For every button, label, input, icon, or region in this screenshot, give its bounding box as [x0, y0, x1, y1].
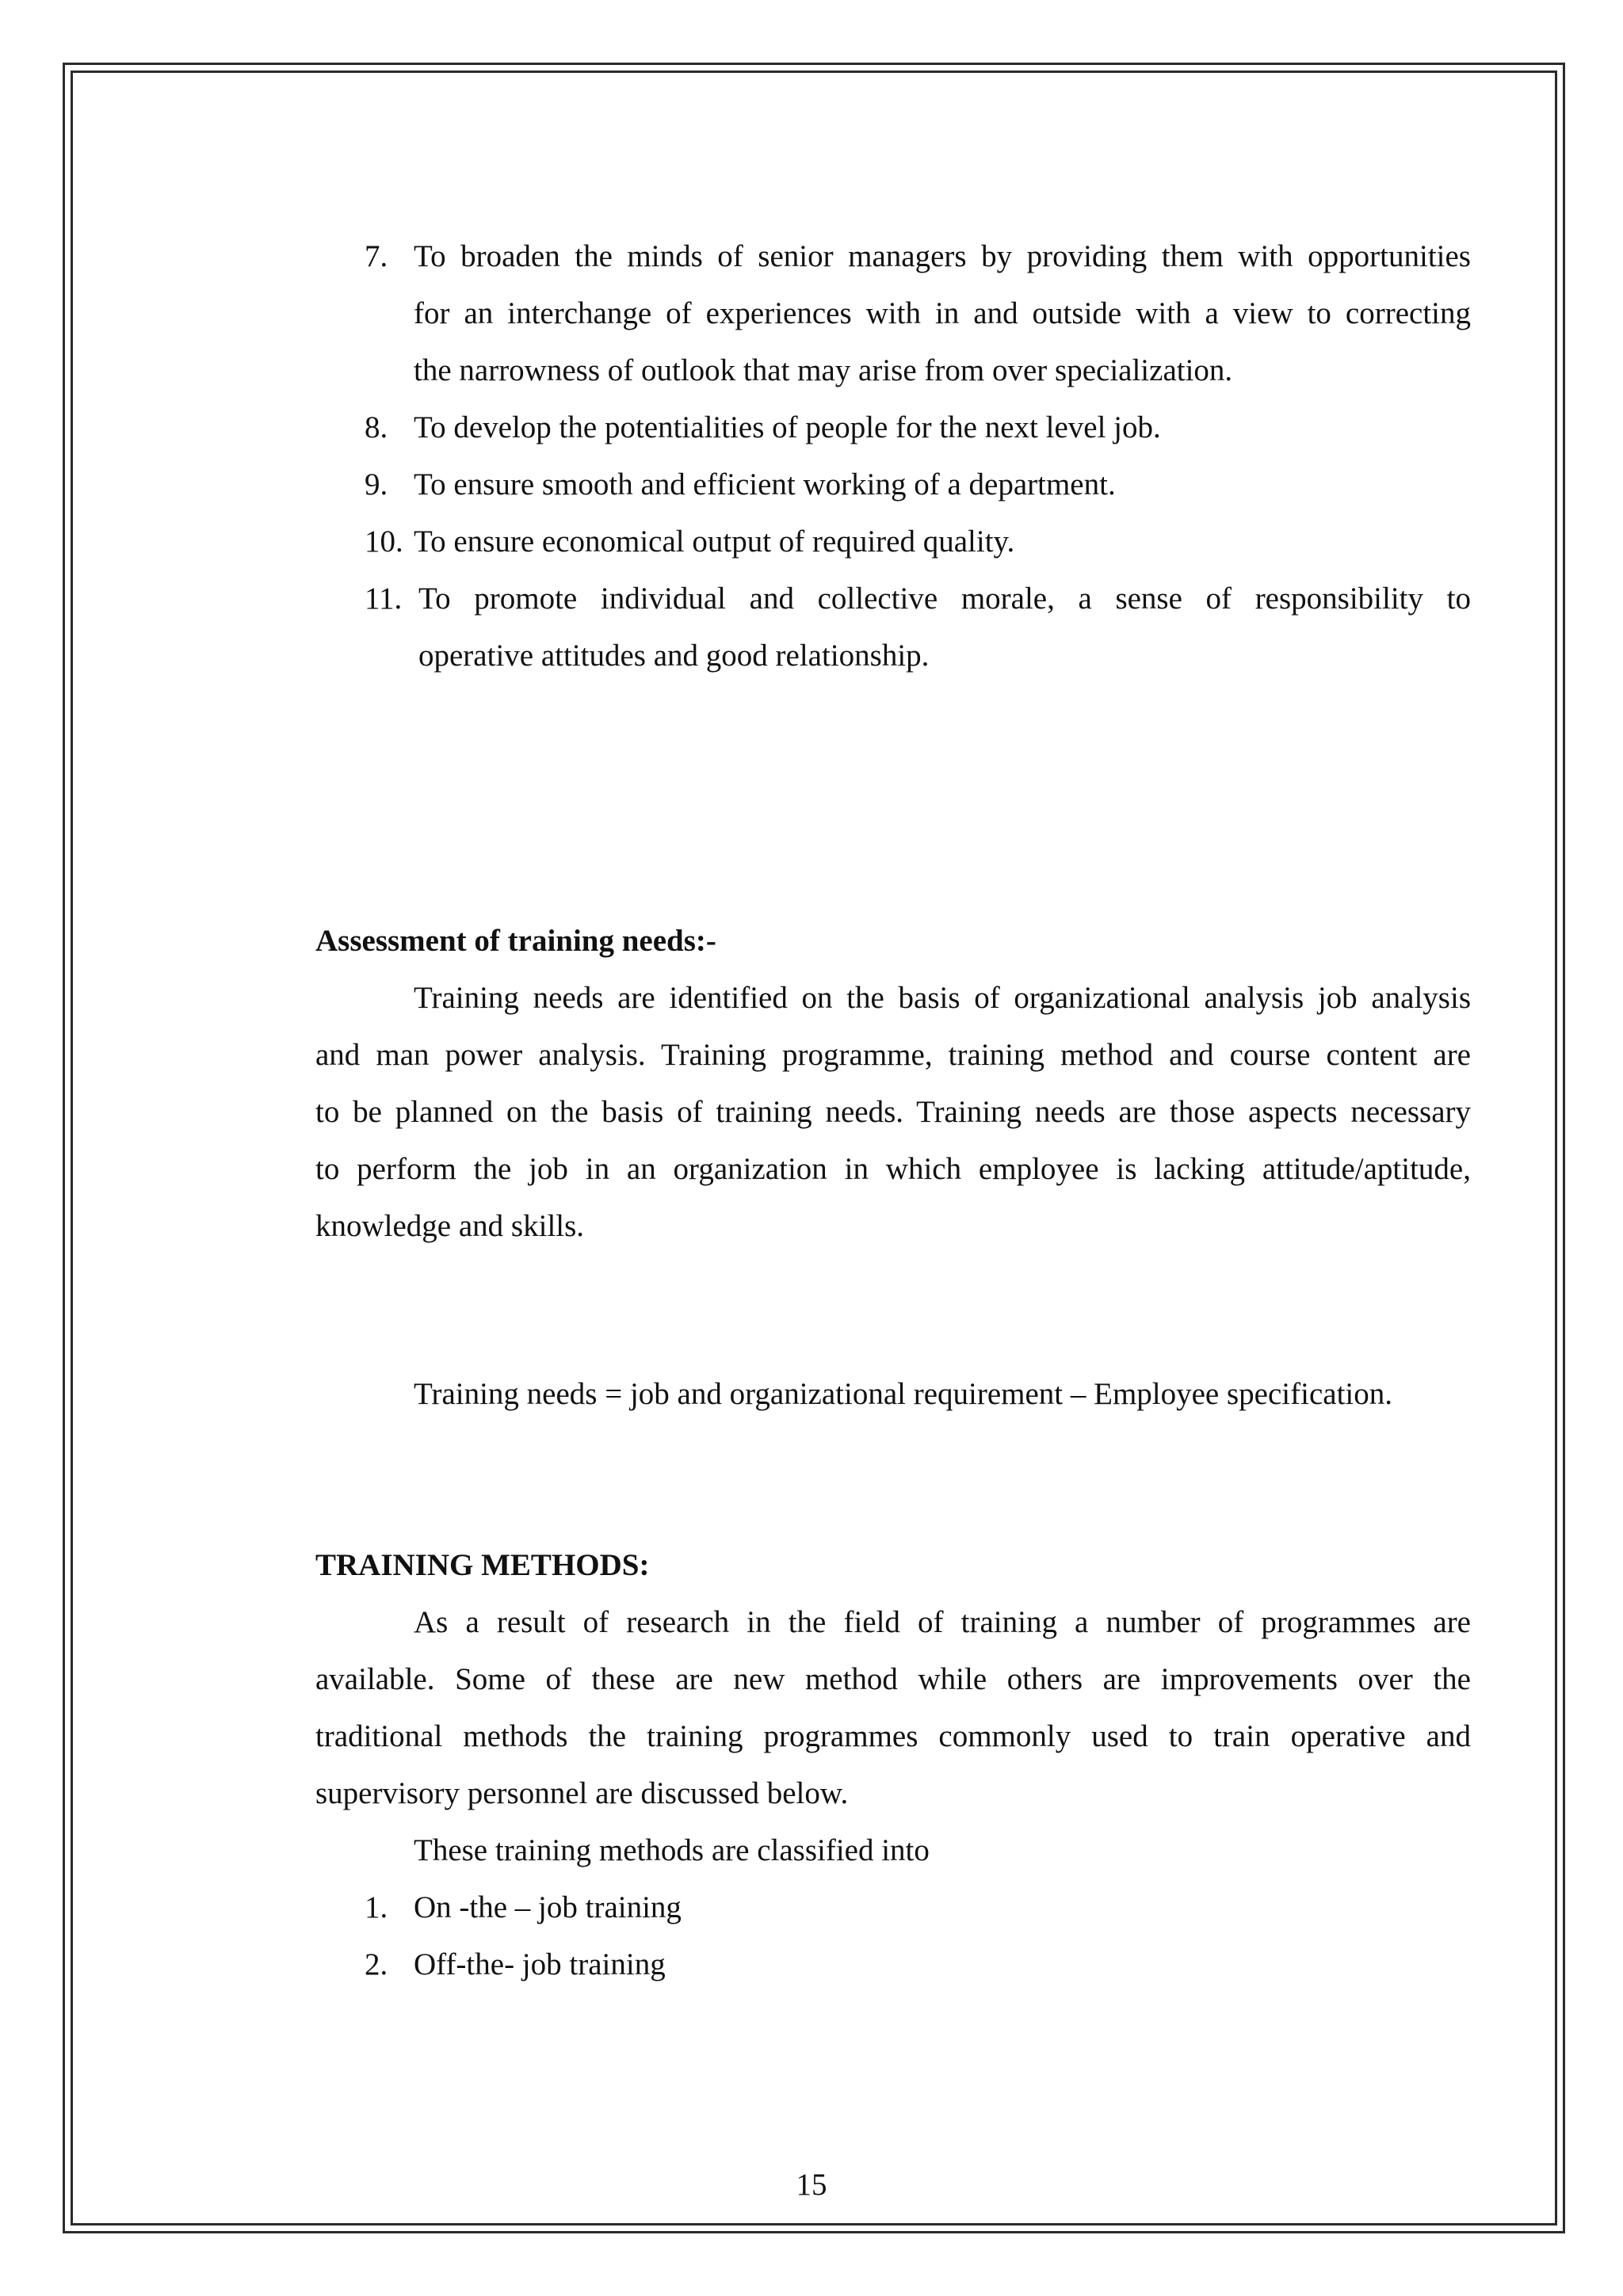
paragraph-line: to perform the job in an organization in which employee is lacking attitude/aptitude,: [315, 1152, 1471, 1186]
list-number: 9.: [365, 467, 388, 502]
paragraph-line: available. Some of these are new method while others are improvements over the: [315, 1662, 1471, 1696]
page-number: 15: [796, 2168, 827, 2202]
list-number: 10.: [365, 524, 403, 559]
section-heading: Assessment of training needs:-: [315, 924, 716, 958]
paragraph-line: to be planned on the basis of training needs. Training needs are those aspects necessary: [315, 1095, 1471, 1129]
list-number: 11.: [365, 582, 403, 616]
list-number: 2.: [365, 1947, 388, 1981]
paragraph-line: Training needs are identified on the basis of organizational analysis job analysis: [414, 981, 1471, 1015]
list-item-text: To broaden the minds of senior managers by providing them with opportunities: [414, 239, 1471, 273]
paragraph-line: As a result of research in the field of training a number of programmes are: [414, 1605, 1471, 1639]
list-item-text: On -the – job training: [414, 1890, 682, 1924]
classification-intro: These training methods are classified into: [414, 1833, 930, 1867]
list-number: 7.: [365, 239, 388, 273]
section-heading: TRAINING METHODS:: [315, 1548, 650, 1582]
paragraph-line: knowledge and skills.: [315, 1209, 585, 1243]
list-number: 1.: [365, 1890, 388, 1924]
paragraph-line: supervisory personnel are discussed below.: [315, 1776, 849, 1810]
list-item-text: To ensure economical output of required quality.: [414, 524, 1015, 559]
list-item-text: To develop the potentialities of people for the next level job.: [414, 410, 1161, 444]
list-number: 8.: [365, 410, 388, 444]
list-item-text: for an interchange of experiences with in and outside with a view to correcting: [414, 296, 1471, 330]
paragraph-line: traditional methods the training programmes commonly used to train operative and: [315, 1719, 1471, 1753]
list-item-text: operative attitudes and good relationship.: [418, 639, 930, 673]
list-item-text: To promote individual and collective morale, a sense of responsibility to: [418, 582, 1471, 616]
paragraph-line: and man power analysis. Training programme, training method and course content are: [315, 1038, 1471, 1072]
list-item-text: Off-the- job training: [414, 1947, 666, 1981]
list-item-text: To ensure smooth and efficient working of a department.: [414, 467, 1116, 502]
list-item-text: the narrowness of outlook that may arise from over specialization.: [414, 353, 1233, 387]
training-needs-formula: Training needs = job and organizational requirement – Employee specification.: [414, 1377, 1392, 1411]
